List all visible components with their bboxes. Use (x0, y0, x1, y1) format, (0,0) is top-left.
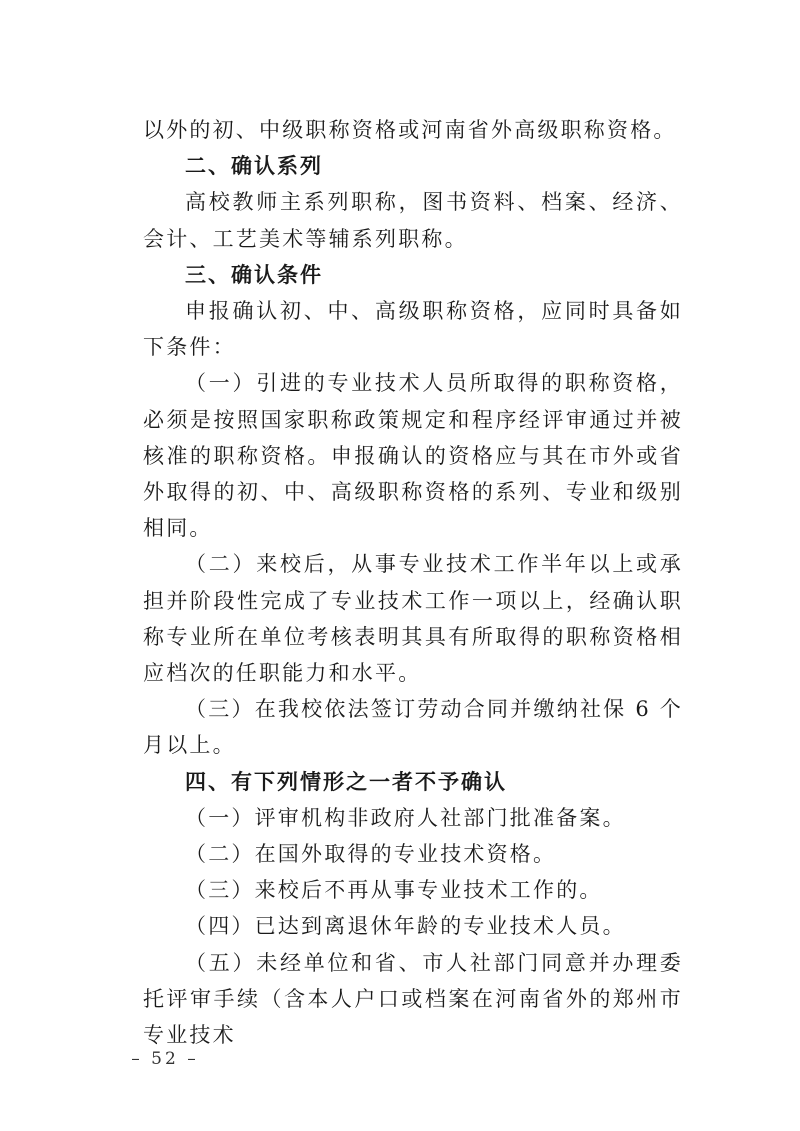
section-heading-exclusions: 四、有下列情形之一者不予确认 (185, 769, 507, 794)
paragraph-condition-2: （二）来校后，从事专业技术工作半年以上或承担并阶段性完成了专业技术工作一项以上，经确认职称专业所在单位考核表明其具有所取得的职称资格相应档次的任职能力和水平。 (143, 552, 683, 686)
section-heading-confirm-conditions: 三、确认条件 (185, 262, 323, 287)
page-number: – 52 – (131, 1049, 199, 1069)
paragraph-condition-1: （一）引进的专业技术人员所取得的职称资格，必须是按照国家职称政策规定和程序经评审通过并被核准的职称资格。申报确认的资格应与其在市外或省外取得的初、中、高级职称资格的系列、专业和级别相同。 (143, 371, 683, 541)
paragraph-exclusion-4: （四）已达到离退休年龄的专业技术人员。 (185, 914, 626, 939)
paragraph-exclusion-1: （一）评审机构非政府人社部门批准备案。 (185, 805, 626, 830)
paragraph-series-list: 高校教师主系列职称，图书资料、档案、经济、会计、工艺美术等辅系列职称。 (143, 190, 683, 251)
paragraph-exclusion-2: （二）在国外取得的专业技术资格。 (185, 842, 557, 867)
document-body (143, 112, 683, 1053)
paragraph-condition-3: （三）在我校依法签订劳动合同并缴纳社保 6 个月以上。 (143, 697, 683, 758)
section-heading-confirm-series: 二、确认系列 (185, 154, 323, 179)
paragraph-continuation: 以外的初、中级职称资格或河南省外高级职称资格。 (143, 118, 677, 142)
paragraph-conditions-intro: 申报确认初、中、高级职称资格，应同时具备如下条件： (143, 299, 683, 360)
paragraph-exclusion-3: （三）来校后不再从事专业技术工作的。 (185, 878, 603, 903)
paragraph-exclusion-5: （五）未经单位和省、市人社部门同意并办理委托评审手续（含本人户口或档案在河南省外的郑州市专业技术 (143, 950, 683, 1048)
